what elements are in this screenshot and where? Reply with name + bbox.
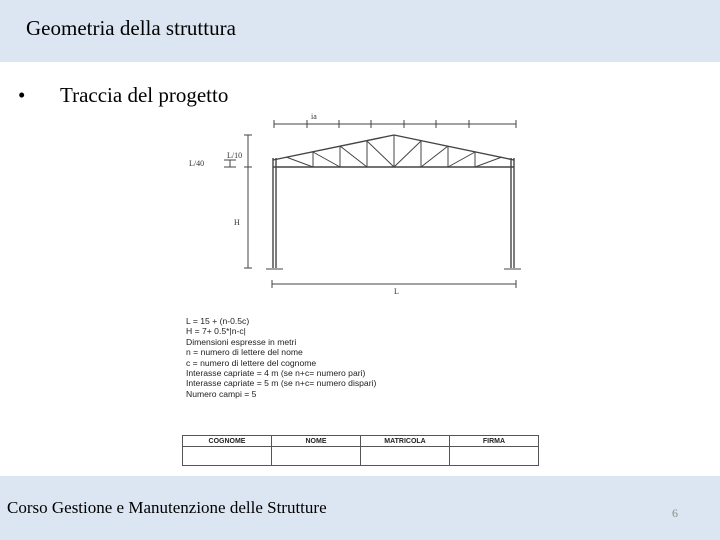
course-name: Corso Gestione e Manutenzione delle Strutture [7, 498, 327, 517]
dimension-label-l10: L/10 [227, 151, 243, 160]
note-line: H = 7+ 0.5*|n-c| [186, 326, 246, 337]
bullet-symbol: • [18, 83, 26, 107]
dimension-label-l40: L/40 [189, 159, 205, 168]
table-cell [272, 447, 361, 466]
dimension-label-h: H [234, 218, 240, 227]
table-header-matricola: MATRICOLA [361, 436, 450, 447]
slide-header [0, 0, 720, 62]
note-line: Dimensioni espresse in metri [186, 336, 297, 347]
note-line: L = 15 + (n-0.5c) [186, 316, 250, 326]
page-number: 6 [672, 506, 678, 520]
table-cell [361, 447, 450, 466]
student-info-table [182, 435, 539, 466]
table-cell [450, 447, 539, 466]
table-header-firma: FIRMA [450, 436, 539, 447]
table-cell [183, 447, 272, 466]
note-line: Numero campi = 5 [186, 388, 257, 399]
bullet-text: Traccia del progetto [60, 83, 229, 107]
dimension-label-ia: ia [311, 112, 317, 121]
note-line: Interasse capriate = 5 m (se n+c= numero dispari) [186, 378, 377, 389]
slide-title: Geometria della struttura [26, 16, 236, 40]
slide-footer [0, 476, 720, 540]
note-line: Interasse capriate = 4 m (se n+c= numero pari) [186, 368, 366, 379]
note-line: c = numero di lettere del cognome [186, 357, 317, 368]
note-line: n = numero di lettere del nome [186, 347, 303, 358]
frame-drawing [178, 108, 550, 470]
project-notes [186, 316, 376, 399]
table-header-nome: NOME [272, 436, 361, 447]
dimension-label-l: L [394, 287, 399, 296]
table-header-cognome: COGNOME [183, 436, 272, 447]
